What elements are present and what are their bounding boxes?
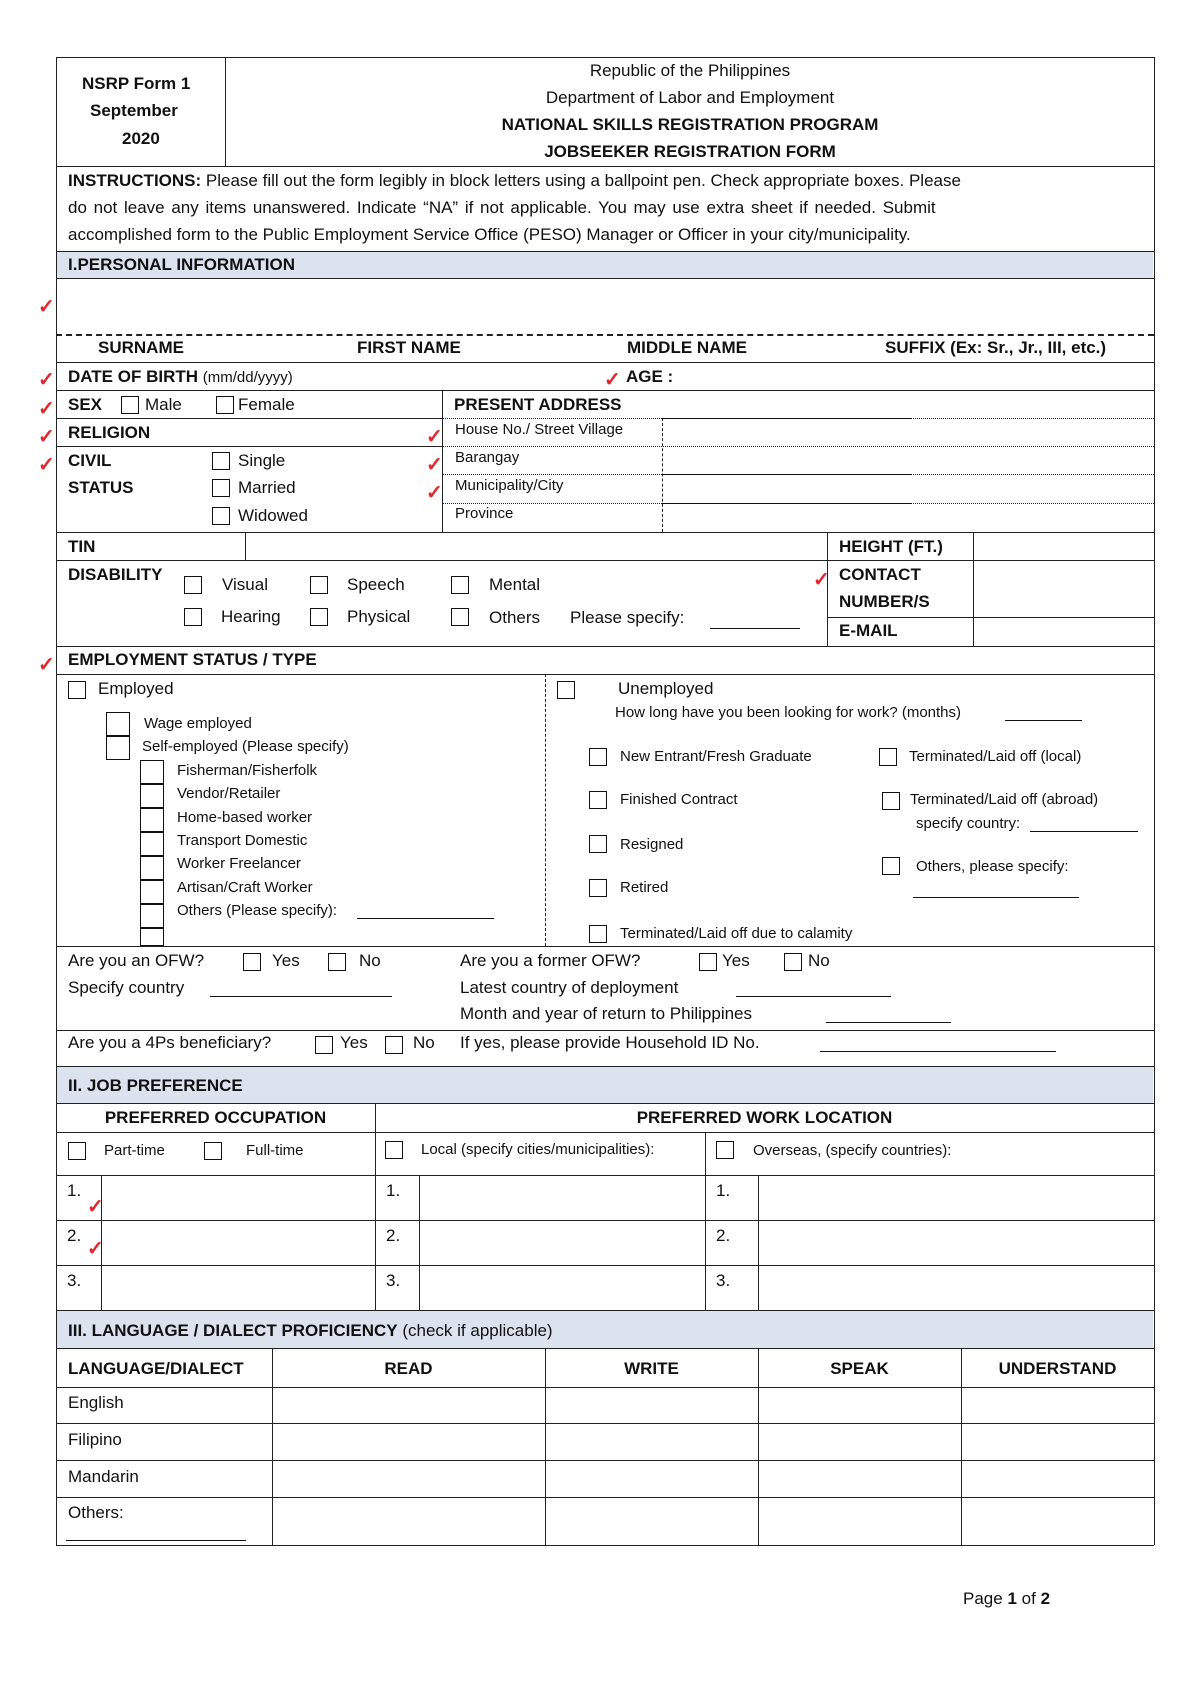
others-disability-checkbox[interactable] [451,608,469,626]
self-type-label: Transport Domestic [177,832,308,849]
dob-label [68,368,293,387]
others-unemployed-label: Others, please specify: [916,858,1069,875]
form-id-line1: NSRP Form 1 [82,74,191,93]
local-row-number: 1. [386,1181,401,1200]
self-employed-checkbox[interactable] [106,736,130,760]
full-time-label: Full-time [246,1142,304,1159]
hearing-checkbox[interactable] [184,608,202,626]
male-label: Male [145,395,182,414]
local-checkbox[interactable] [385,1141,403,1159]
new-entrant-label: New Entrant/Fresh Graduate [620,748,812,765]
page-total: 2 [1040,1589,1051,1608]
female-checkbox[interactable] [216,396,234,414]
visual-label: Visual [222,575,268,594]
page-label: Page [963,1589,1003,1608]
language-others: Others: [68,1503,124,1522]
physical-checkbox[interactable] [310,608,328,626]
self-type-checkbox-1[interactable] [140,760,164,784]
check-mark: ✓ [604,369,621,391]
please-specify-label: Please specify: [570,608,685,627]
former-ofw-no-label: No [808,951,830,970]
page-of-label: of [1021,1589,1036,1608]
part-time-checkbox[interactable] [68,1142,86,1160]
resigned-checkbox[interactable] [589,835,607,853]
preferred-location-label: PREFERRED WORK LOCATION [636,1108,893,1127]
occupation-row-number: 1. [67,1181,82,1200]
self-employed-others-line[interactable] [357,918,494,919]
page-number: 1 [1007,1589,1017,1608]
specify-country-ofw: Specify country [68,978,185,997]
wage-employed-label: Wage employed [144,715,252,732]
suffix-label: SUFFIX (Ex: Sr., Jr., III, etc.) [885,338,1107,357]
finished-contract-label: Finished Contract [620,791,738,808]
terminated-abroad-label: Terminated/Laid off (abroad) [910,791,1099,808]
form-id-line3: 2020 [122,129,160,148]
check-mark: ✓ [813,569,830,591]
check-mark: ✓ [38,426,55,448]
part-time-label: Part-time [104,1142,165,1159]
ofw-yes-checkbox[interactable] [243,953,261,971]
ofw-country-line[interactable] [210,996,392,997]
present-address-label: PRESENT ADDRESS [454,395,622,414]
self-type-checkbox-2[interactable] [140,784,164,808]
mental-label: Mental [489,575,541,594]
calamity-checkbox[interactable] [589,925,607,943]
ofw-yes-label: Yes [272,951,300,970]
municipality-label: Municipality/City [455,477,564,494]
self-type-checkbox-8[interactable] [140,928,164,946]
self-employed-label: Self-employed (Please specify) [142,738,349,755]
column-header-write: WRITE [624,1359,679,1378]
check-mark: ✓ [38,369,55,391]
form-title: JOBSEEKER REGISTRATION FORM [544,142,836,161]
married-label: Married [238,478,296,497]
terminated-abroad-checkbox[interactable] [882,792,900,810]
middle-name-label: MIDDLE NAME [627,338,747,357]
former-ofw-no-checkbox[interactable] [784,953,802,971]
self-type-label: Fisherman/Fisherfolk [177,762,318,779]
occupation-row-number: 2. [67,1226,82,1245]
check-mark: ✓ [426,482,443,504]
instructions-text1: Please fill out the form legibly in block letters using a ballpoint pen. Check appropriate boxes. Please [205,171,961,190]
department-title: Department of Labor and Employment [545,88,835,107]
instructions-line1 [68,172,961,191]
first-name-label: FIRST NAME [357,338,461,357]
local-row-number: 2. [386,1226,401,1245]
tin-label: TIN [68,537,96,556]
self-type-checkbox-6[interactable] [140,880,164,904]
self-type-label: Others (Please specify): [177,902,338,919]
full-time-checkbox[interactable] [204,1142,222,1160]
latest-country-line[interactable] [736,996,891,997]
others-unemployed-line[interactable] [913,897,1079,898]
employment-title: EMPLOYMENT STATUS / TYPE [68,650,317,669]
employed-label: Employed [98,679,174,698]
speech-label: Speech [347,575,405,594]
unemployed-checkbox[interactable] [557,681,575,699]
civil-status-label1: CIVIL [68,451,112,470]
local-label: Local (specify cities/municipalities): [421,1141,655,1158]
check-mark: ✓ [87,1196,104,1218]
male-checkbox[interactable] [121,396,139,414]
program-title: NATIONAL SKILLS REGISTRATION PROGRAM [501,115,879,134]
new-entrant-checkbox[interactable] [589,748,607,766]
self-type-checkbox-7[interactable] [140,904,164,928]
fourps-question: Are you a 4Ps beneficiary? [68,1033,272,1052]
married-checkbox[interactable] [212,479,230,497]
overseas-row-number: 3. [716,1271,731,1290]
ofw-no-label: No [359,951,381,970]
self-type-label: Worker Freelancer [177,855,301,872]
instructions-line2: do not leave any items unanswered. Indicate “NA” if not applicable. You may use extra sheet if needed. Submit [68,198,936,217]
others-unemployed-checkbox[interactable] [882,857,900,875]
single-label: Single [238,451,286,470]
surname-label: SURNAME [98,338,184,357]
physical-label: Physical [347,607,411,626]
self-type-checkbox-3[interactable] [140,808,164,832]
section3-title-text: III. LANGUAGE / DIALECT PROFICIENCY [68,1321,398,1340]
disability-specify-line[interactable] [710,628,800,629]
civil-status-label2: STATUS [68,478,134,497]
language-filipino: Filipino [68,1430,122,1449]
single-checkbox[interactable] [212,452,230,470]
return-date-line[interactable] [826,1022,951,1023]
retired-checkbox[interactable] [589,879,607,897]
section3-title-note: (check if applicable) [402,1321,553,1340]
employed-checkbox[interactable] [68,681,86,699]
former-ofw-yes-checkbox[interactable] [699,953,717,971]
sex-label: SEX [68,395,103,414]
check-mark: ✓ [38,654,55,676]
self-type-label: Vendor/Retailer [177,785,281,802]
fourps-yes-checkbox[interactable] [315,1036,333,1054]
terminated-local-checkbox[interactable] [879,748,897,766]
language-others-line[interactable] [66,1540,246,1541]
others-disability-label: Others [489,608,541,627]
wage-employed-checkbox[interactable] [106,712,130,736]
finished-contract-checkbox[interactable] [589,791,607,809]
religion-label: RELIGION [68,423,151,442]
speech-checkbox[interactable] [310,576,328,594]
occupation-row-number: 3. [67,1271,82,1290]
column-header-understand: UNDERSTAND [998,1359,1117,1378]
widowed-label: Widowed [238,506,308,525]
female-label: Female [238,395,295,414]
language-mandarin: Mandarin [68,1467,139,1486]
self-type-label: Artisan/Craft Worker [177,879,313,896]
dob-label-text: DATE OF BIRTH [68,367,199,386]
check-mark: ✓ [426,426,443,448]
terminated-local-label: Terminated/Laid off (local) [909,748,1082,765]
mental-checkbox[interactable] [451,576,469,594]
local-row-number: 3. [386,1271,401,1290]
hearing-label: Hearing [221,607,281,626]
email-label: E-MAIL [839,621,898,640]
unemployed-label: Unemployed [618,679,714,698]
section1-title: I.PERSONAL INFORMATION [68,255,295,274]
column-header-language: LANGUAGE/DIALECT [68,1359,244,1378]
preferred-occupation-label: PREFERRED OCCUPATION [104,1108,327,1127]
check-mark: ✓ [38,454,55,476]
fourps-no-label: No [413,1033,435,1052]
height-label: HEIGHT (FT.) [839,537,943,556]
page-indicator [963,1590,1050,1609]
self-type-checkbox-5[interactable] [140,856,164,880]
looking-question: How long have you been looking for work? (months) [615,704,962,721]
instructions-label: INSTRUCTIONS: [68,171,202,190]
check-mark: ✓ [87,1238,104,1260]
check-mark: ✓ [38,296,55,318]
province-label: Province [455,505,514,522]
section2-title: II. JOB PREFERENCE [68,1076,243,1095]
check-mark: ✓ [38,398,55,420]
former-ofw-question: Are you a former OFW? [460,951,641,970]
language-english: English [68,1393,124,1412]
calamity-label: Terminated/Laid off due to calamity [620,925,853,942]
barangay-label: Barangay [455,449,520,466]
fourps-no-checkbox[interactable] [385,1036,403,1054]
contact-label2: NUMBER/S [839,592,930,611]
fourps-yes-label: Yes [340,1033,368,1052]
overseas-row-number: 1. [716,1181,731,1200]
household-id-label: If yes, please provide Household ID No. [460,1033,760,1052]
instructions-line3: accomplished form to the Public Employment Service Office (PESO) Manager or Officer in your city/municipality. [68,225,911,244]
visual-checkbox[interactable] [184,576,202,594]
contact-label1: CONTACT [839,565,921,584]
overseas-row-number: 2. [716,1226,731,1245]
ofw-question: Are you an OFW? [68,951,205,970]
column-header-speak: SPEAK [830,1359,889,1378]
retired-label: Retired [620,879,669,896]
age-label: AGE : [626,367,674,386]
looking-months-line[interactable] [1005,720,1082,721]
republic-title: Republic of the Philippines [589,61,791,80]
abroad-country-line[interactable] [1030,831,1138,832]
disability-label: DISABILITY [68,565,163,584]
form-id-line2: September [90,101,178,120]
section3-title [68,1322,553,1341]
overseas-checkbox[interactable] [716,1141,734,1159]
ofw-no-checkbox[interactable] [328,953,346,971]
check-mark: ✓ [426,454,443,476]
dob-format: (mm/dd/yyyy) [202,369,293,386]
latest-country-label: Latest country of deployment [460,978,679,997]
self-type-label: Home-based worker [177,809,313,826]
widowed-checkbox[interactable] [212,507,230,525]
former-ofw-yes-label: Yes [722,951,750,970]
self-type-checkbox-4[interactable] [140,832,164,856]
house-no-label: House No./ Street Village [455,421,624,438]
overseas-label: Overseas, (specify countries): [753,1142,952,1159]
household-id-line[interactable] [820,1051,1056,1052]
column-header-read: READ [384,1359,433,1378]
resigned-label: Resigned [620,836,684,853]
specify-country-label: specify country: [916,815,1021,832]
month-year-return-label: Month and year of return to Philippines [460,1004,753,1023]
